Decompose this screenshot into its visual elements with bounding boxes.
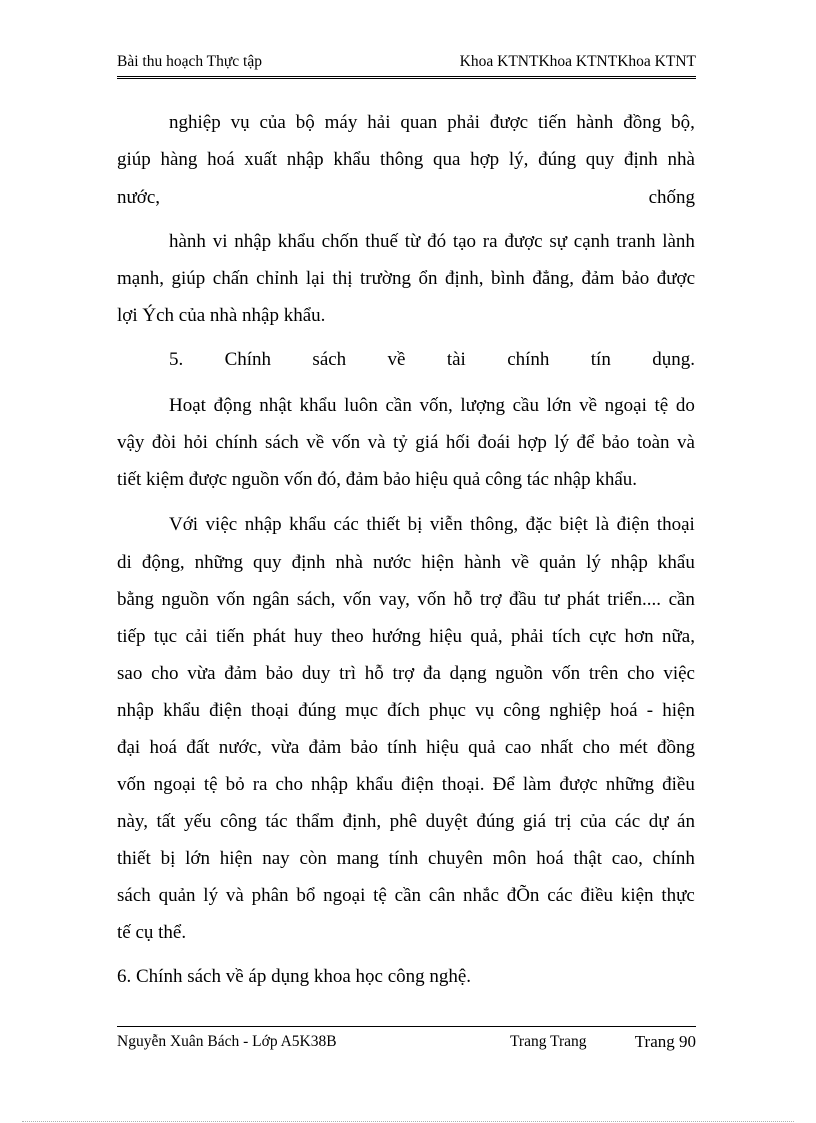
page-header [117, 52, 696, 79]
body-line: sao cho vừa đảm bảo duy trì hỗ trợ đa dạng nguồn vốn trên cho việc [117, 663, 695, 684]
body-line: di động, những quy định nhà nước hiện hành về quản lý nhập khẩu [117, 552, 695, 573]
page-edge-divider [22, 1121, 794, 1122]
header-department: Khoa KTNTKhoa KTNTKhoa KTNT [459, 53, 696, 70]
section-heading-6: 6. Chính sách về áp dụng khoa học công nghệ. [117, 966, 472, 987]
body-line: tiếp tục cải tiến phát huy theo hướng hiệu quả, phải tích cực hơn nữa, [117, 626, 695, 647]
body-line: tế cụ thể. [117, 922, 187, 943]
body-line: thiết bị lớn hiện nay còn mang tính chuyên môn hoá thật cao, chính [117, 848, 695, 869]
body-line: đại hoá đất nước, vừa đảm bảo tính hiệu quả cao nhất cho mét đồng [117, 737, 695, 758]
footer-author: Nguyễn Xuân Bách - Lớp A5K38B [117, 1033, 337, 1050]
page-number: Trang 90 [634, 1032, 696, 1051]
body-line: nước, chống [117, 187, 695, 208]
body-line: mạnh, giúp chấn chỉnh lại thị trường ổn định, bình đẳng, đảm bảo được [117, 268, 695, 289]
body-line: sách quản lý và phân bổ ngoại tệ cần cân nhắc đÕn các điều kiện thực [117, 885, 695, 906]
body-line: nghiệp vụ của bộ máy hải quan phải được tiến hành đồng bộ, [169, 112, 695, 133]
body-line: Với việc nhập khẩu các thiết bị viễn thông, đặc biệt là điện thoại [169, 514, 695, 535]
body-line: nhập khẩu điện thoại đúng mục đích phục vụ công nghiệp hoá - hiện [117, 700, 695, 721]
footer-label: Trang Trang [510, 1033, 587, 1050]
body-line: Hoạt động nhật khẩu luôn cần vốn, lượng cầu lớn về ngoại tệ do [169, 395, 695, 416]
body-line: lợi Ých của nhà nhập khẩu. [117, 305, 326, 326]
body-line: bằng nguồn vốn ngân sách, vốn vay, vốn hỗ trợ đầu tư phát triển.... cần [117, 589, 695, 610]
body-line: vậy đòi hỏi chính sách về vốn và tỷ giá hối đoái hợp lý để bảo toàn và [117, 432, 695, 453]
section-heading-5: 5. Chính sách về tài chính tín dụng. [169, 349, 695, 370]
body-line: vốn ngoại tệ bỏ ra cho nhập khẩu điện thoại. Để làm được những điều [117, 774, 695, 795]
header-title: Bài thu hoạch Thực tập [117, 53, 262, 70]
body-line: hành vi nhập khẩu chốn thuế từ đó tạo ra được sự cạnh tranh lành [169, 231, 695, 252]
body-line: giúp hàng hoá xuất nhập khẩu thông qua hợp lý, đúng quy định nhà [117, 149, 695, 170]
body-line: này, tất yếu công tác thẩm định, phê duyệt đúng giá trị của các dự án [117, 811, 695, 832]
page-footer [117, 1026, 696, 1055]
body-line: tiết kiệm được nguồn vốn đó, đảm bảo hiệu quả công tác nhập khẩu. [117, 469, 638, 490]
